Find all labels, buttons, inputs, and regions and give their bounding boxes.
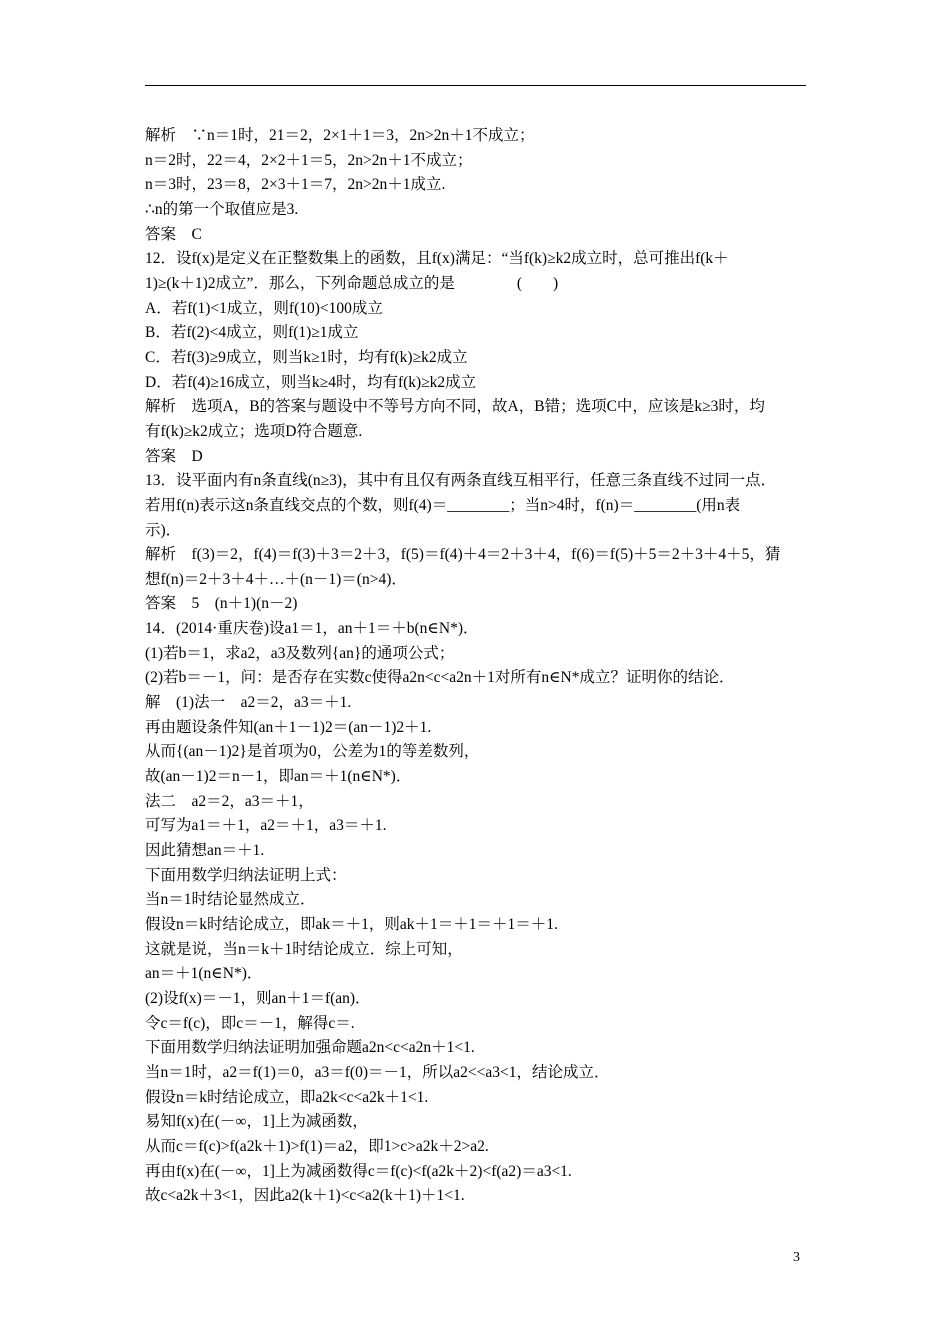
page-number: 3 bbox=[793, 1250, 800, 1265]
text-line: an＝＋1(n∈N*)． bbox=[145, 965, 263, 983]
text-line: 可写为a1＝＋1，a2＝＋1，a3＝＋1. bbox=[145, 817, 387, 835]
text-line: 易知f(x)在(－∞，1]上为减函数， bbox=[145, 1113, 368, 1131]
answer-line: 答案 5 (n＋1)(n－2) bbox=[145, 595, 298, 613]
header-rule bbox=[145, 85, 806, 86]
text-line: 假设n＝k时结论成立，即ak＝＋1，则ak＋1＝＋1＝＋1＝＋1. bbox=[145, 916, 558, 933]
text-line: 解 (1)法一 a2＝2，a3＝＋1. bbox=[145, 694, 352, 712]
text-line: 令c＝f(c)，即c＝－1，解得c＝. bbox=[145, 1014, 355, 1032]
text-line: 有f(k)≥k2成立；选项D符合题意. bbox=[145, 422, 363, 440]
text-line: (2)设f(x)＝－1，则an＋1＝f(an)． bbox=[145, 989, 371, 1007]
text-line: 故c<a2k＋3<1，因此a2(k＋1)<c<a2(k＋1)＋1<1. bbox=[145, 1187, 465, 1205]
text-line: 假设n＝k时结论成立，即a2k<c<a2k＋1<1. bbox=[145, 1088, 429, 1106]
text-line: n＝3时，23＝8，2×3＋1＝7，2n>2n＋1成立. bbox=[145, 176, 446, 194]
option-a: A．若f(1)<1成立，则f(10)<100成立 bbox=[145, 299, 383, 317]
question-14-line: 14．(2014·重庆卷)设a1＝1，an＋1＝＋b(n∈N*)． bbox=[145, 620, 479, 638]
text-line: 这就是说，当n＝k＋1时结论成立．综上可知， bbox=[145, 940, 463, 958]
answer-line: 答案 D bbox=[145, 447, 203, 465]
option-d: D．若f(4)≥16成立，则当k≥4时，均有f(k)≥k2成立 bbox=[145, 373, 477, 391]
question-12-line: 12．设f(x)是定义在正整数集上的函数，且f(x)满足：“当f(k)≥k2成立时，总可推出f(k＋ bbox=[145, 250, 729, 268]
text-line: ∴n的第一个取值应是3. bbox=[145, 200, 299, 218]
question-14-line: (1)若b＝1，求a2，a3及数列{an}的通项公式； bbox=[145, 644, 455, 662]
text-line: 故(an－1)2＝n－1，即an＝＋1(n∈N*)． bbox=[145, 768, 412, 786]
text-line: 下面用数学归纳法证明加强命题a2n<c<a2n＋1<1. bbox=[145, 1039, 475, 1057]
text-line: 想f(n)＝2＋3＋4＋…＋(n－1)＝(n>4)． bbox=[145, 570, 407, 588]
text-line: 解析 f(3)＝2，f(4)＝f(3)＋3＝2＋3，f(5)＝f(4)＋4＝2＋3＋4，f(6)＝f(5)＋5＝2＋3＋4＋5，猜 bbox=[145, 546, 781, 564]
question-14-line: (2)若b＝－1，问：是否存在实数c使得a2n<c<a2n＋1对所有n∈N*成立？证明你的结论． bbox=[145, 669, 735, 687]
text-line: 从而c＝f(c)>f(a2k＋1)>f(1)＝a2，即1>c>a2k＋2>a2. bbox=[145, 1137, 489, 1155]
text-line: n＝2时，22＝4，2×2＋1＝5，2n>2n＋1不成立； bbox=[145, 151, 473, 169]
text-line: 再由题设条件知(an＋1－1)2＝(an－1)2＋1. bbox=[145, 718, 432, 736]
question-13-line: 示)． bbox=[145, 521, 182, 539]
question-13-line: 若用f(n)表示这n条直线交点的个数，则f(4)＝________；当n>4时，f(n)＝________(用n表 bbox=[145, 496, 741, 514]
text-line: 从而{(an－1)2}是首项为0，公差为1的等差数列， bbox=[145, 743, 480, 761]
text-line: 因此猜想an＝＋1. bbox=[145, 842, 265, 860]
option-b: B．若f(2)<4成立，则f(1)≥1成立 bbox=[145, 324, 359, 342]
document-body bbox=[145, 124, 810, 1209]
text-line: 再由f(x)在(－∞，1]上为减函数得c＝f(c)<f(a2k＋2)<f(a2)＝a3<1. bbox=[145, 1162, 572, 1180]
question-13-line: 13．设平面内有n条直线(n≥3)，其中有且仅有两条直线互相平行，任意三条直线不过同一点． bbox=[145, 472, 777, 490]
text-line: 下面用数学归纳法证明上式： bbox=[145, 866, 347, 884]
text-line: 解析 选项A，B的答案与题设中不等号方向不同，故A，B错；选项C中，应该是k≥3时，均 bbox=[145, 398, 765, 416]
answer-line: 答案 C bbox=[145, 225, 202, 243]
text-line: 当n＝1时，a2＝f(1)＝0，a3＝f(0)＝－1，所以a2<<a3<1，结论成立． bbox=[145, 1063, 610, 1081]
text-line: 法二 a2＝2，a3＝＋1， bbox=[145, 792, 314, 810]
text-line: 解析 ∵n＝1时，21＝2，2×1＋1＝3，2n>2n＋1不成立； bbox=[145, 127, 535, 144]
option-c: C．若f(3)≥9成立，则当k≥1时，均有f(k)≥k2成立 bbox=[145, 348, 468, 366]
text-line: 当n＝1时结论显然成立． bbox=[145, 891, 316, 909]
question-12-line: 1)≥(k＋1)2成立”．那么，下列命题总成立的是 ( ) bbox=[145, 274, 559, 292]
